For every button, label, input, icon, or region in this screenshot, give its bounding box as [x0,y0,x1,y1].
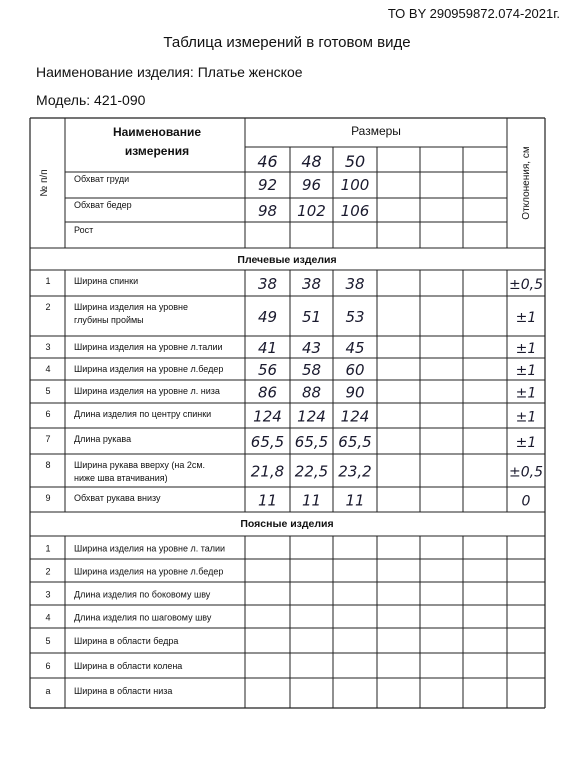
measurement-name: Длина рукава [74,434,132,444]
row-number: 3 [45,342,51,352]
measurement-value: 65,5 [338,433,372,451]
measurement-value: 51 [301,308,322,326]
deviation-value: ±1 [515,385,537,402]
row-number: 5 [45,636,51,646]
measurement-value: 23,2 [338,462,372,481]
measurement-name: Ширина изделия на уровне [74,302,188,312]
measurement-name: ниже шва втачивания) [74,473,168,483]
row-number: 8 [45,460,51,470]
deviation-value: ±1 [515,341,537,357]
measurement-name: Ширина в области колена [74,661,183,671]
document-code: ТО BY 290959872.074-2021г. [387,6,560,21]
measurement-name: Обхват бедер [74,200,132,210]
measurement-name: Рост [74,225,94,235]
measurement-value: 92 [257,176,278,194]
measurement-name: Обхват груди [74,174,130,184]
measurement-value: 90 [345,383,365,402]
measurement-name: глубины проймы [74,315,144,325]
row-number: 1 [45,276,51,286]
measurement-value: 41 [257,339,278,357]
measurement-name: Длина изделия по центру спинки [74,409,212,419]
deviation-value: ±1 [515,409,537,426]
measurement-value: 49 [257,308,278,326]
deviation-value: ±0,5 [509,464,543,481]
measurement-name: Ширина изделия на уровне л. талии [74,543,226,554]
measurement-name: Ширина изделия на уровне л.бедер [74,364,224,374]
column-header-name: измерения [124,144,190,158]
deviation-value: ±1 [515,363,537,379]
column-header-sizes: Размеры [351,124,401,138]
column-header-number: № п/п [39,169,50,197]
measurement-value: 60 [345,361,365,379]
row-number: а [45,686,51,696]
measurement-value: 124 [253,407,282,426]
row-number: 7 [45,434,51,444]
measurement-value: 100 [340,176,370,194]
measurement-value: 65,5 [294,433,329,451]
measurement-value: 96 [301,176,322,194]
row-number: 3 [45,589,51,600]
deviation-value: ±0,5 [509,277,543,293]
measurement-value: 11 [345,491,365,510]
measurement-name: Ширина изделия на уровне л.талии [74,342,223,352]
measurement-name: Длина изделия по боковому шву [74,589,211,600]
section-title-shoulder: Плечевые изделия [237,254,337,266]
measurement-value: 124 [297,407,326,426]
measurement-name: Обхват рукава внизу [74,493,161,503]
deviation-value: ±1 [515,310,537,326]
deviation-value: 0 [521,493,531,510]
column-header-deviation: Отклонения, см [521,146,532,220]
measurement-name: Ширина изделия на уровне л.бедер [74,566,224,577]
measurement-value: 38 [257,275,278,293]
measurement-value: 58 [301,361,322,379]
size-value: 46 [257,152,278,171]
measurement-value: 38 [301,275,322,293]
row-number: 2 [45,302,51,312]
measurement-name: Ширина в области бедра [74,636,179,646]
model-number: Модель: 421-090 [36,92,146,108]
measurement-value: 102 [297,202,326,220]
product-name: Наименование изделия: Платье женское [36,64,303,80]
deviation-value: ±1 [515,435,537,451]
measurement-value: 53 [345,308,365,326]
section-title-waist: Поясные изделия [240,518,334,530]
size-value: 48 [301,152,322,171]
measurement-value: 98 [257,202,278,220]
row-number: 1 [45,543,51,554]
column-header-name: Наименование [112,125,202,139]
measurement-value: 65,5 [250,433,285,451]
row-number: 2 [45,566,51,577]
row-number: 4 [45,364,51,374]
measurement-value: 86 [257,383,278,402]
row-number: 4 [45,612,51,623]
measurement-name: Ширина рукава вверху (на 2см. [74,460,206,470]
measurement-value: 11 [301,491,322,510]
measurement-value: 11 [257,491,278,510]
measurement-value: 21,8 [250,462,285,481]
row-number: 6 [45,409,51,419]
measurement-value: 22,5 [294,462,329,481]
row-number: 9 [45,493,51,503]
size-value: 50 [344,152,366,171]
measurement-value: 124 [340,407,370,426]
measurement-value: 45 [345,339,365,357]
measurement-name: Ширина в области низа [74,686,173,696]
measurement-value: 38 [345,275,365,293]
page-title: Таблица измерений в готовом виде [163,34,411,51]
measurement-name: Ширина спинки [74,276,139,286]
measurement-value: 43 [301,339,322,357]
row-number: 5 [45,386,51,396]
row-number: 6 [45,661,51,671]
measurement-value: 88 [301,383,322,402]
measurement-value: 56 [257,361,278,379]
measurement-value: 106 [340,202,370,220]
measurement-name: Длина изделия по шаговому шву [74,612,212,623]
measurement-name: Ширина изделия на уровне л. низа [74,386,220,396]
